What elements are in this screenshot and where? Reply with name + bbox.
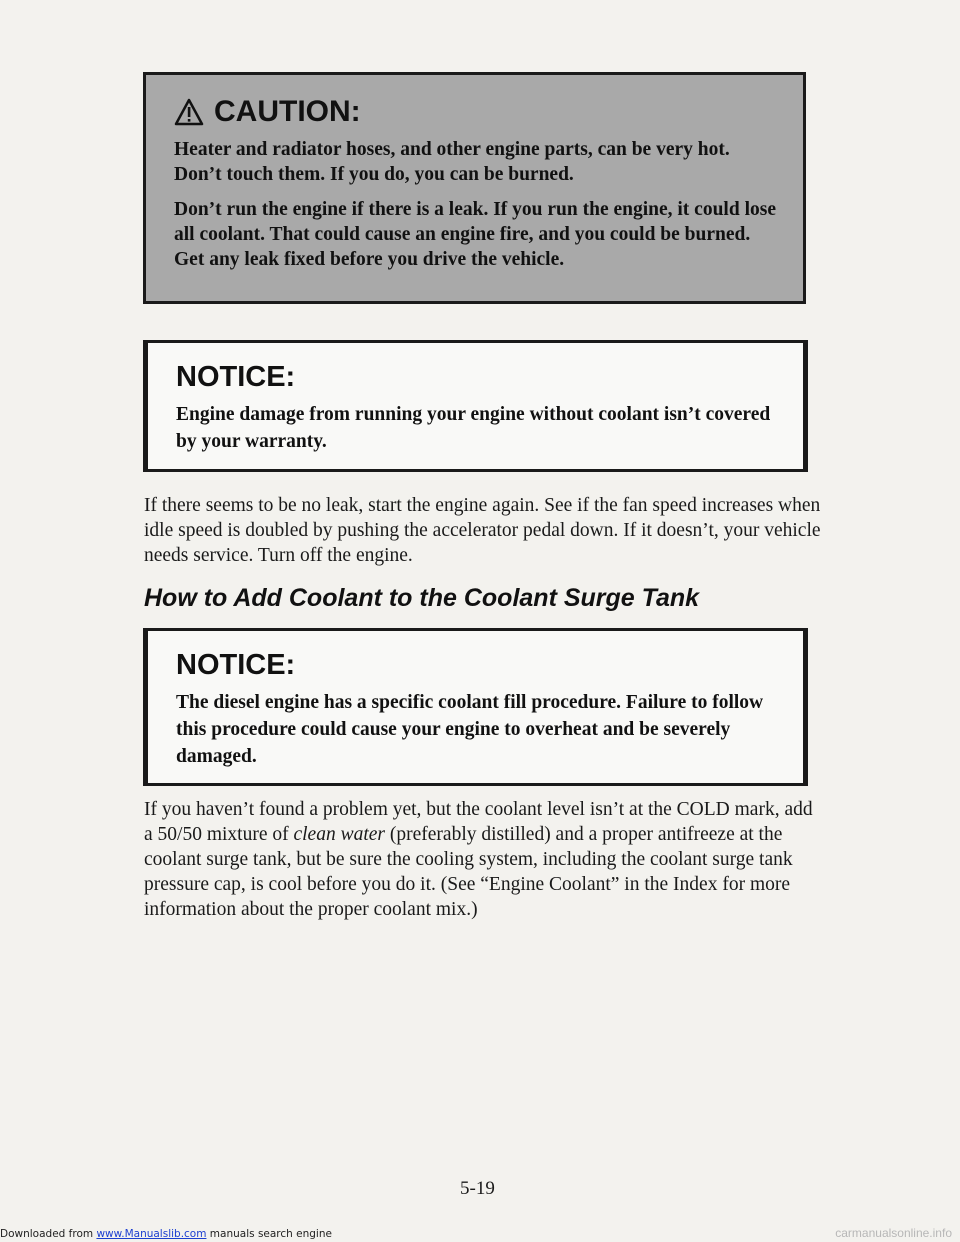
caution-paragraph-1: Heater and radiator hoses, and other engine parts, can be very hot. Don’t touch them. If you do, you can be burned. xyxy=(174,139,730,185)
notice-text: The diesel engine has a specific coolant fill procedure. Failure to follow this procedure could cause your engine to overheat and be severely damaged. xyxy=(176,692,764,767)
notice-box-diesel xyxy=(143,628,808,786)
notice-box-warranty xyxy=(143,340,808,472)
section-heading: How to Add Coolant to the Coolant Surge Tank xyxy=(144,584,700,612)
page-number: 5-19 xyxy=(460,1178,495,1199)
emphasis-clean-water: clean water xyxy=(293,824,385,845)
notice-title: NOTICE: xyxy=(176,361,296,393)
body-paragraph-add-coolant: If you haven’t found a problem yet, but the coolant level isn’t at the COLD mark, add a 50/50 mixture of clean water (preferably distilled) and a proper antifreeze at the coolant surge tank, but be sure the cooling system, including the coolant surge tank pressure cap, is cool before you do it. (See “Engine Coolant” in the Index for more information about the proper coolant mix.) xyxy=(144,799,813,920)
body-paragraph-fan-check: If there seems to be no leak, start the engine again. See if the fan speed increases when idle speed is doubled by pushing the accelerator pedal down. If it doesn’t, your vehicle needs service. Turn off the engine. xyxy=(144,495,821,566)
caution-paragraph-2: Don’t run the engine if there is a leak. If you run the engine, it could lose all coolant. That could cause an engine fire, and you could be burned. Get any leak fixed before you drive the vehicle. xyxy=(174,199,776,270)
caution-heading xyxy=(174,95,779,129)
download-footer: Downloaded from www.Manualslib.com manuals search engine xyxy=(0,1228,332,1240)
caution-box xyxy=(143,72,806,304)
notice-title: NOTICE: xyxy=(176,649,296,681)
manualslib-link[interactable]: www.Manualslib.com xyxy=(96,1228,207,1240)
warning-triangle-icon xyxy=(174,98,204,126)
caution-title: CAUTION: xyxy=(214,95,361,128)
notice-text: Engine damage from running your engine without coolant isn’t covered by your warranty. xyxy=(176,404,771,452)
watermark: carmanualsonline.info xyxy=(835,1226,952,1240)
